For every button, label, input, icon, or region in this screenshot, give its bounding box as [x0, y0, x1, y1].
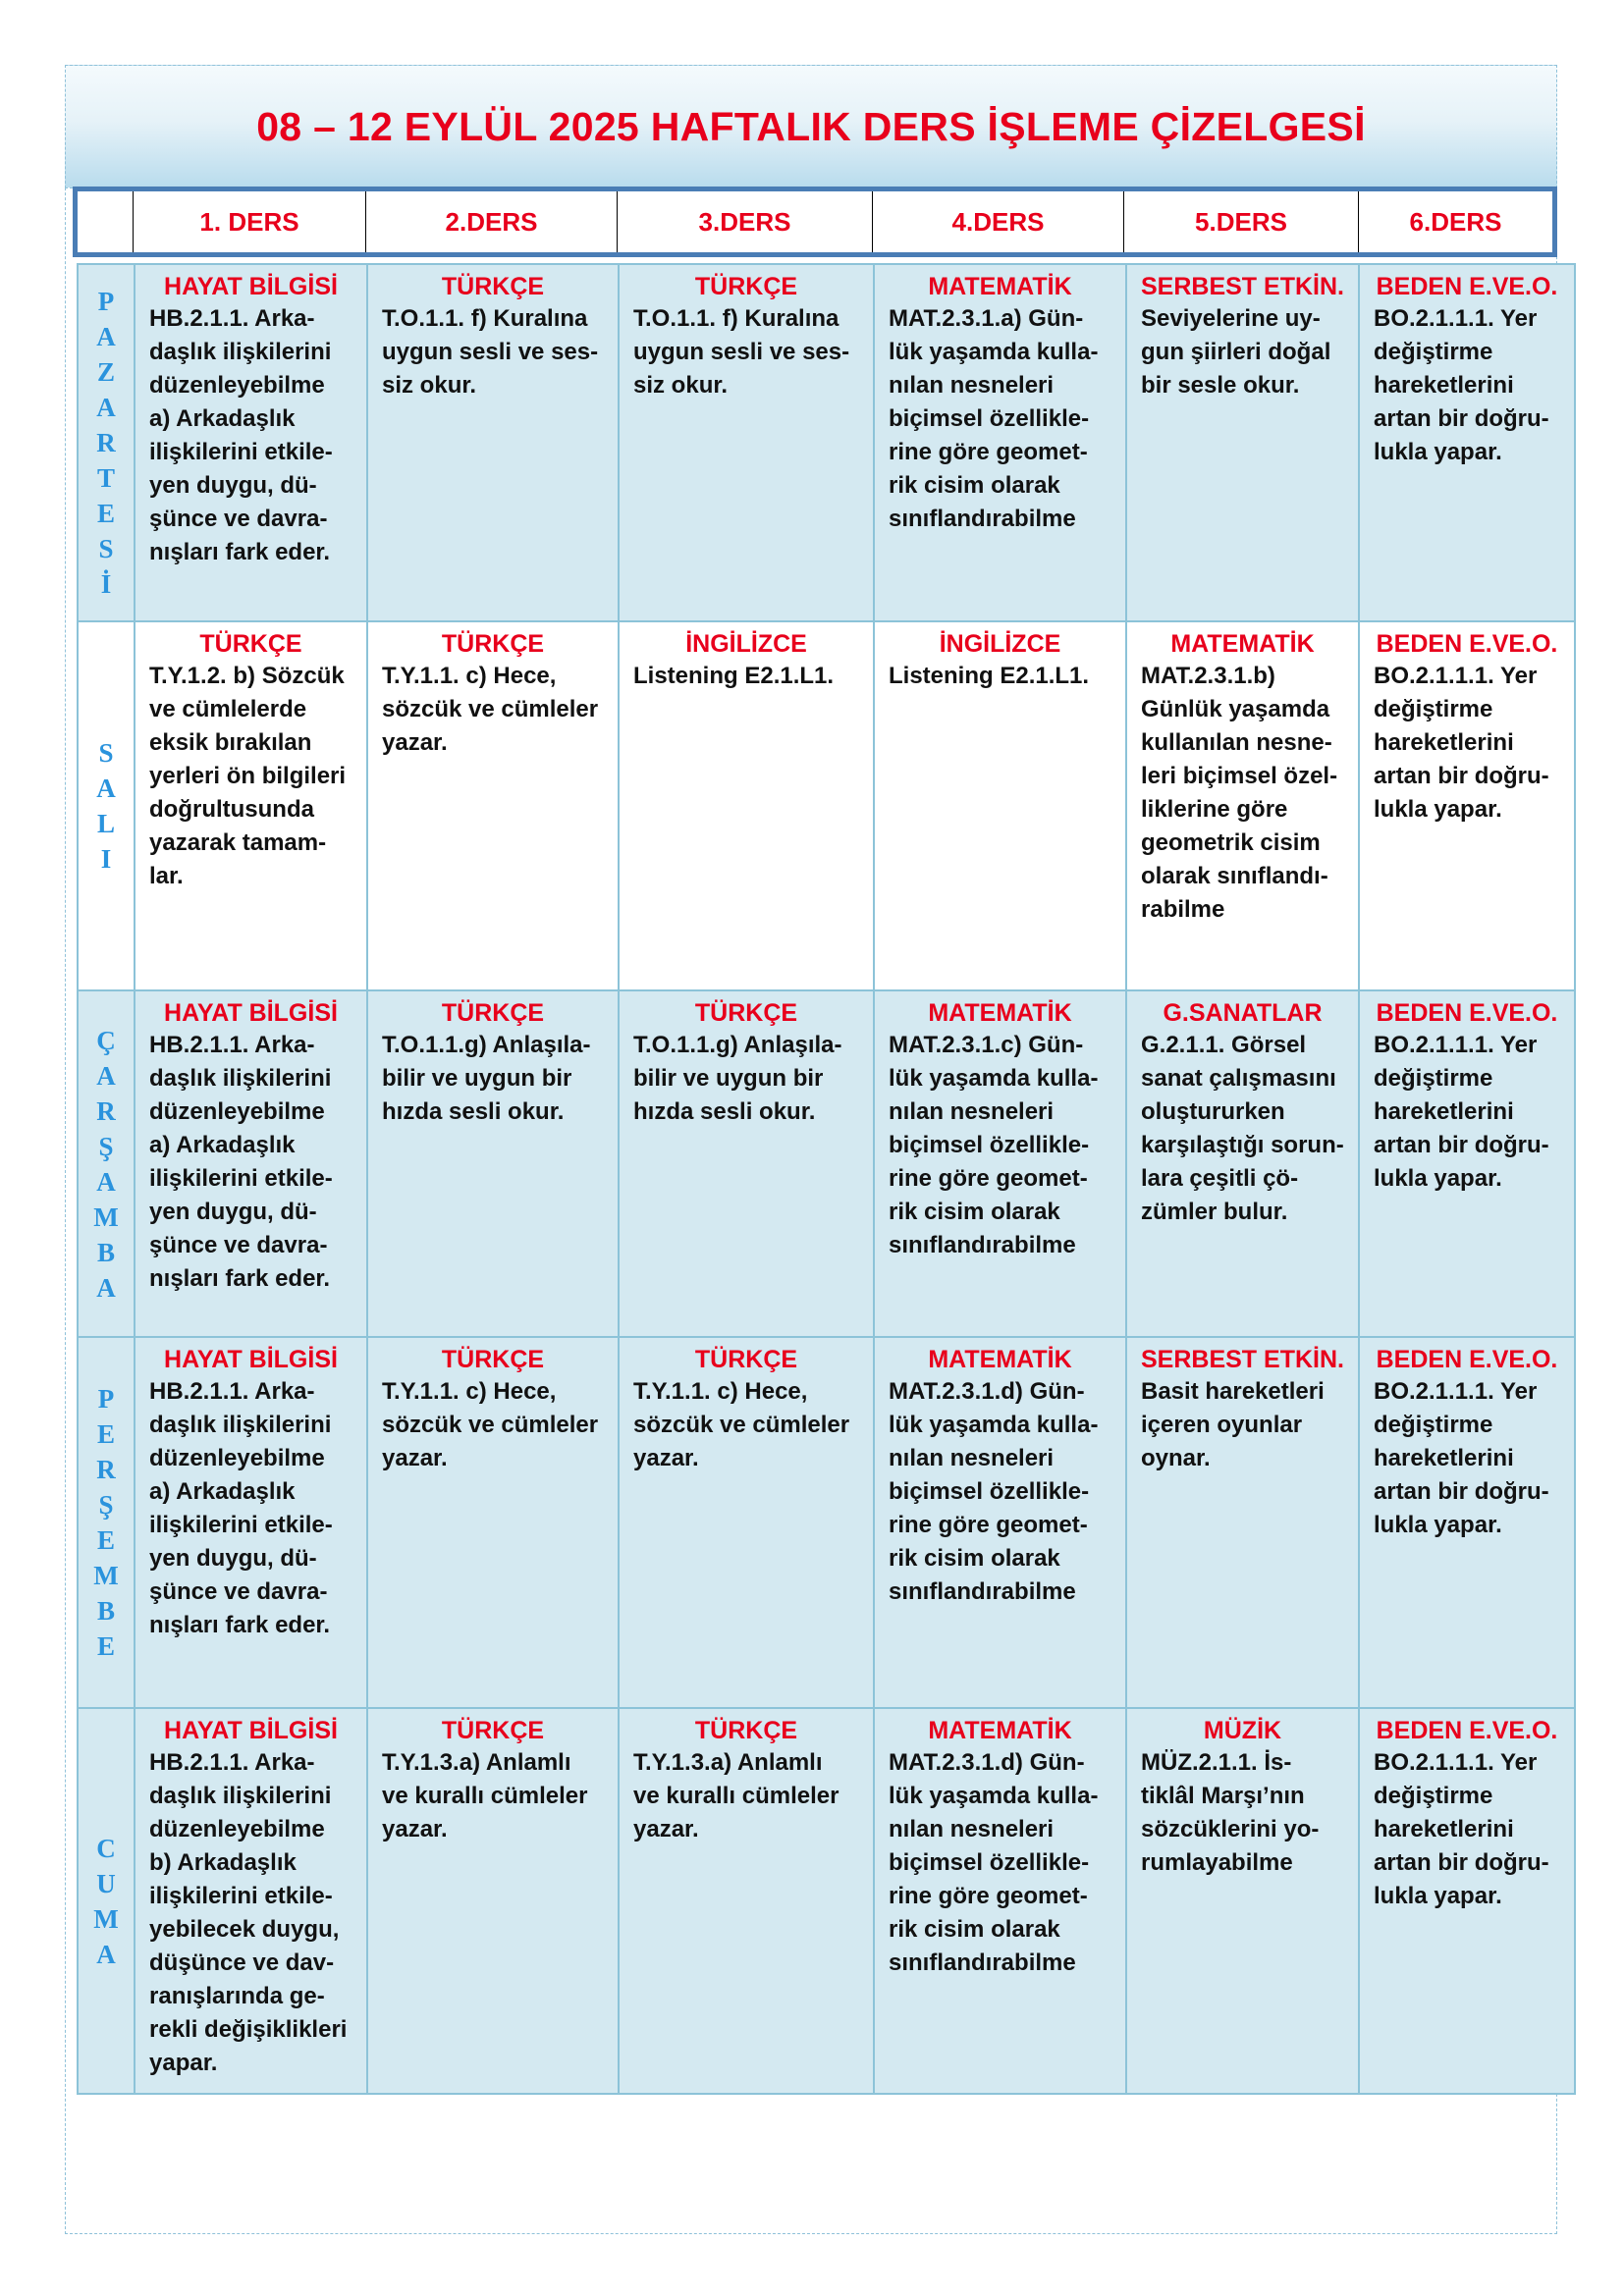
lesson-objective: Seviyelerine uy- gun şiirleri doğal bir sesle okur.: [1141, 305, 1331, 399]
day-letter: S: [98, 738, 114, 768]
lesson-cell: [367, 264, 619, 621]
day-letter: Ş: [98, 1490, 114, 1520]
lesson-objective: MAT.2.3.1.d) Gün- lük yaşamda kulla- nılan nesneleri biçimsel özellikle- rine göre geomet- rik cisim olarak sınıflandırabilme: [889, 1749, 1099, 1976]
header-lesson-3: 3.DERS: [618, 191, 873, 252]
lesson-cell: [874, 1708, 1126, 2094]
lesson-subject: MATEMATİK: [928, 1346, 1072, 1373]
lesson-subject: TÜRKÇE: [694, 1717, 798, 1744]
lesson-subject: TÜRKÇE: [694, 1346, 798, 1373]
lesson-subject: MATEMATİK: [928, 1717, 1072, 1744]
day-letter: B: [96, 1596, 115, 1626]
lesson-objective: T.O.1.1.g) Anlaşıla- bilir ve uygun bir hızda sesli okur.: [633, 1032, 842, 1125]
lesson-objective: T.Y.1.1. c) Hece, sözcük ve cümleler yazar.: [633, 1378, 850, 1471]
lesson-subject: İNGİLİZCE: [939, 630, 1061, 658]
lesson-cell: [367, 1708, 619, 2094]
lesson-subject: TÜRKÇE: [441, 1346, 545, 1373]
lesson-objective: BO.2.1.1.1. Yer değiştirme hareketlerini artan bir doğru- lukla yapar.: [1374, 663, 1549, 823]
day-row-perşembe: [78, 1337, 1575, 1708]
lesson-objective: T.Y.1.2. b) Sözcük ve cümlelerde eksik bırakılan yerleri ön bilgileri doğrultusunda yazarak tamam- lar.: [149, 663, 347, 889]
header-corner-cell: [78, 191, 134, 252]
day-letter: A: [96, 1939, 116, 1969]
lesson-objective: MAT.2.3.1.a) Gün- lük yaşamda kulla- nılan nesneleri biçimsel özellikle- rine göre geomet- rik cisim olarak sınıflandırabilme: [889, 305, 1099, 532]
lesson-cell: [1126, 264, 1359, 621]
lesson-objective: HB.2.1.1. Arka- daşlık ilişkilerini düzenleyebilme a) Arkadaşlık ilişkilerini etkile- yen duygu, dü- şünce ve davra- nışları fark eder.: [149, 1378, 333, 1638]
lesson-objective: Listening E2.1.L1.: [633, 663, 835, 689]
lesson-cell: [135, 621, 367, 990]
lesson-objective: HB.2.1.1. Arka- daşlık ilişkilerini düzenleyebilme b) Arkadaşlık ilişkilerini etkile- yebilecek duygu, düşünce ve dav- ranışlarında ge- rekli değişiklikleri yapar.: [149, 1749, 348, 2076]
day-letter: Ş: [98, 1131, 114, 1161]
lesson-subject: MATEMATİK: [928, 999, 1072, 1027]
lesson-subject: MATEMATİK: [928, 273, 1072, 300]
day-letter: C: [96, 1833, 116, 1863]
lesson-subject: BEDEN E.VE.O.: [1376, 999, 1558, 1027]
day-letter: R: [96, 1455, 116, 1484]
day-letter: M: [93, 1903, 119, 1934]
lesson-subject: HAYAT BİLGİSİ: [164, 1346, 338, 1373]
day-label-cell: [78, 1708, 135, 2094]
day-letter: E: [96, 1525, 115, 1555]
day-letter: R: [96, 1095, 116, 1126]
lesson-objective: MAT.2.3.1.b) Günlük yaşamda kullanılan nesne- leri biçimsel özel- liklerine göre geometrik cisim olarak sınıflandı- rabilme: [1141, 663, 1338, 923]
lesson-objective: BO.2.1.1.1. Yer değiştirme hareketlerini artan bir doğru- lukla yapar.: [1374, 1032, 1549, 1192]
day-letter: A: [96, 1060, 116, 1091]
lesson-subject: HAYAT BİLGİSİ: [164, 273, 338, 300]
lesson-subject: BEDEN E.VE.O.: [1376, 630, 1558, 658]
lesson-cell: [1126, 1708, 1359, 2094]
lesson-objective: BO.2.1.1.1. Yer değiştirme hareketlerini artan bir doğru- lukla yapar.: [1374, 305, 1549, 465]
day-letter: Ç: [96, 1025, 116, 1055]
lesson-cell: [367, 621, 619, 990]
day-letter: P: [97, 287, 115, 316]
lesson-cell: [135, 1708, 367, 2094]
lesson-subject: SERBEST ETKİN.: [1141, 273, 1344, 300]
lesson-cell: [619, 621, 874, 990]
header-lesson-5: 5.DERS: [1124, 191, 1359, 252]
header-lesson-6: 6.DERS: [1409, 206, 1502, 237]
lesson-cell: [1126, 1337, 1359, 1708]
day-letter: U: [96, 1868, 116, 1898]
day-letter: M: [93, 1561, 119, 1590]
lesson-cell: [135, 990, 367, 1337]
header-lesson-1: 1. DERS: [134, 191, 366, 252]
lesson-cell: [619, 1708, 874, 2094]
lesson-objective: MAT.2.3.1.d) Gün- lük yaşamda kulla- nılan nesneleri biçimsel özellikle- rine göre geomet- rik cisim olarak sınıflandırabilme: [889, 1378, 1099, 1605]
title-banner: [65, 65, 1557, 188]
day-row-pazartesi̇: [78, 264, 1575, 621]
page-title: 08 – 12 EYLÜL 2025 HAFTALIK DERS İŞLEME ÇİZELGESİ: [256, 103, 1366, 149]
lesson-subject: MATEMATİK: [1170, 630, 1315, 658]
lesson-cell: [1126, 990, 1359, 1337]
lesson-header-row: [73, 187, 1557, 257]
day-row-sali: [78, 621, 1575, 990]
day-name-vertical: [96, 284, 116, 602]
day-letter: A: [96, 393, 116, 422]
lesson-cell: [619, 264, 874, 621]
lesson-subject: BEDEN E.VE.O.: [1376, 273, 1558, 300]
day-letter: E: [96, 1419, 115, 1449]
lesson-objective: T.O.1.1. f) Kuralına uygun sesli ve ses- siz okur.: [633, 305, 850, 399]
lesson-objective: BO.2.1.1.1. Yer değiştirme hareketlerini artan bir doğru- lukla yapar.: [1374, 1378, 1549, 1538]
lesson-cell: [619, 1337, 874, 1708]
lesson-objective: T.Y.1.3.a) Anlamlı ve kurallı cümleler yazar.: [633, 1749, 839, 1842]
lesson-cell: [619, 990, 874, 1337]
lesson-subject: TÜRKÇE: [441, 1717, 545, 1744]
lesson-objective: Basit hareketleri içeren oyunlar oynar.: [1141, 1378, 1325, 1471]
day-label-cell: [78, 1337, 135, 1708]
lesson-objective: MAT.2.3.1.c) Gün- lük yaşamda kulla- nılan nesneleri biçimsel özellikle- rine göre geomet- rik cisim olarak sınıflandırabilme: [889, 1032, 1099, 1258]
lesson-subject: TÜRKÇE: [441, 273, 545, 300]
day-letter: S: [98, 534, 114, 563]
lesson-subject: İNGİLİZCE: [685, 630, 807, 658]
day-letter: A: [96, 322, 116, 351]
day-row-cuma: [78, 1708, 1575, 2094]
lesson-cell: [367, 990, 619, 1337]
day-letter: R: [96, 428, 116, 457]
lesson-subject: BEDEN E.VE.O.: [1376, 1717, 1558, 1744]
day-label-cell: [78, 990, 135, 1337]
day-letter: Z: [96, 357, 115, 387]
lesson-objective: T.Y.1.1. c) Hece, sözcük ve cümleler yazar.: [382, 663, 599, 756]
lesson-cell: [1359, 264, 1575, 621]
lesson-subject: G.SANATLAR: [1163, 999, 1323, 1027]
lesson-subject: BEDEN E.VE.O.: [1376, 1346, 1558, 1373]
day-name-vertical: [93, 1023, 118, 1306]
lesson-objective: MÜZ.2.1.1. İs- tiklâl Marşı’nın sözcüklerini yo- rumlayabilme: [1141, 1749, 1320, 1876]
lesson-cell: [874, 621, 1126, 990]
day-name-vertical: [93, 1381, 118, 1664]
lesson-cell: [874, 990, 1126, 1337]
day-letter: E: [96, 1631, 115, 1661]
day-letter: E: [96, 499, 115, 528]
lesson-cell: [1359, 1337, 1575, 1708]
lesson-cell: [135, 264, 367, 621]
lesson-objective: T.Y.1.1. c) Hece, sözcük ve cümleler yazar.: [382, 1378, 599, 1471]
lesson-subject: SERBEST ETKİN.: [1141, 1346, 1344, 1373]
header-lesson-2: 2.DERS: [366, 191, 618, 252]
lesson-subject: HAYAT BİLGİSİ: [164, 999, 338, 1027]
day-letter: I: [100, 844, 112, 874]
day-name-vertical: [93, 1831, 118, 1972]
day-label-cell: [78, 264, 135, 621]
day-letter: İ: [100, 569, 112, 599]
day-letter: A: [96, 1272, 116, 1303]
lesson-cell: [1359, 990, 1575, 1337]
lesson-cell: [1359, 621, 1575, 990]
day-label-cell: [78, 621, 135, 990]
day-letter: P: [97, 1384, 115, 1414]
lesson-objective: T.O.1.1. f) Kuralına uygun sesli ve ses- siz okur.: [382, 305, 599, 399]
day-name-vertical: [96, 735, 116, 877]
lesson-subject: TÜRKÇE: [441, 999, 545, 1027]
lesson-cell: [1359, 1708, 1575, 2094]
day-letter: A: [96, 774, 116, 803]
day-letter: A: [96, 1166, 116, 1197]
lesson-cell: [1126, 621, 1359, 990]
lesson-objective: Listening E2.1.L1.: [889, 663, 1090, 689]
lesson-objective: G.2.1.1. Görsel sanat çalışmasını oluştururken karşılaştığı sorun- lara çeşitli çö- zümler bulur.: [1141, 1032, 1344, 1225]
lesson-cell: [367, 1337, 619, 1708]
lesson-objective: HB.2.1.1. Arka- daşlık ilişkilerini düzenleyebilme a) Arkadaşlık ilişkilerini etkile- yen duygu, dü- şünce ve davra- nışları fark eder.: [149, 305, 333, 565]
weekly-schedule-table: [77, 263, 1576, 2095]
day-letter: L: [96, 809, 115, 838]
lesson-objective: T.O.1.1.g) Anlaşıla- bilir ve uygun bir hızda sesli okur.: [382, 1032, 591, 1125]
lesson-subject: TÜRKÇE: [199, 630, 302, 658]
day-letter: T: [96, 463, 115, 493]
lesson-objective: T.Y.1.3.a) Anlamlı ve kurallı cümleler yazar.: [382, 1749, 588, 1842]
lesson-cell: [874, 1337, 1126, 1708]
day-letter: M: [93, 1201, 119, 1232]
lesson-cell: [874, 264, 1126, 621]
lesson-subject: TÜRKÇE: [441, 630, 545, 658]
lesson-objective: BO.2.1.1.1. Yer değiştirme hareketlerini artan bir doğru- lukla yapar.: [1374, 1749, 1549, 1909]
lesson-subject: TÜRKÇE: [694, 999, 798, 1027]
lesson-subject: TÜRKÇE: [694, 273, 798, 300]
lesson-subject: HAYAT BİLGİSİ: [164, 1717, 338, 1744]
day-row-çarşamba: [78, 990, 1575, 1337]
lesson-objective: HB.2.1.1. Arka- daşlık ilişkilerini düzenleyebilme a) Arkadaşlık ilişkilerini etkile- yen duygu, dü- şünce ve davra- nışları fark eder.: [149, 1032, 333, 1292]
lesson-subject: MÜZİK: [1203, 1717, 1282, 1744]
lesson-cell: [135, 1337, 367, 1708]
day-letter: B: [96, 1237, 115, 1267]
header-lesson-4: 4.DERS: [873, 191, 1124, 252]
